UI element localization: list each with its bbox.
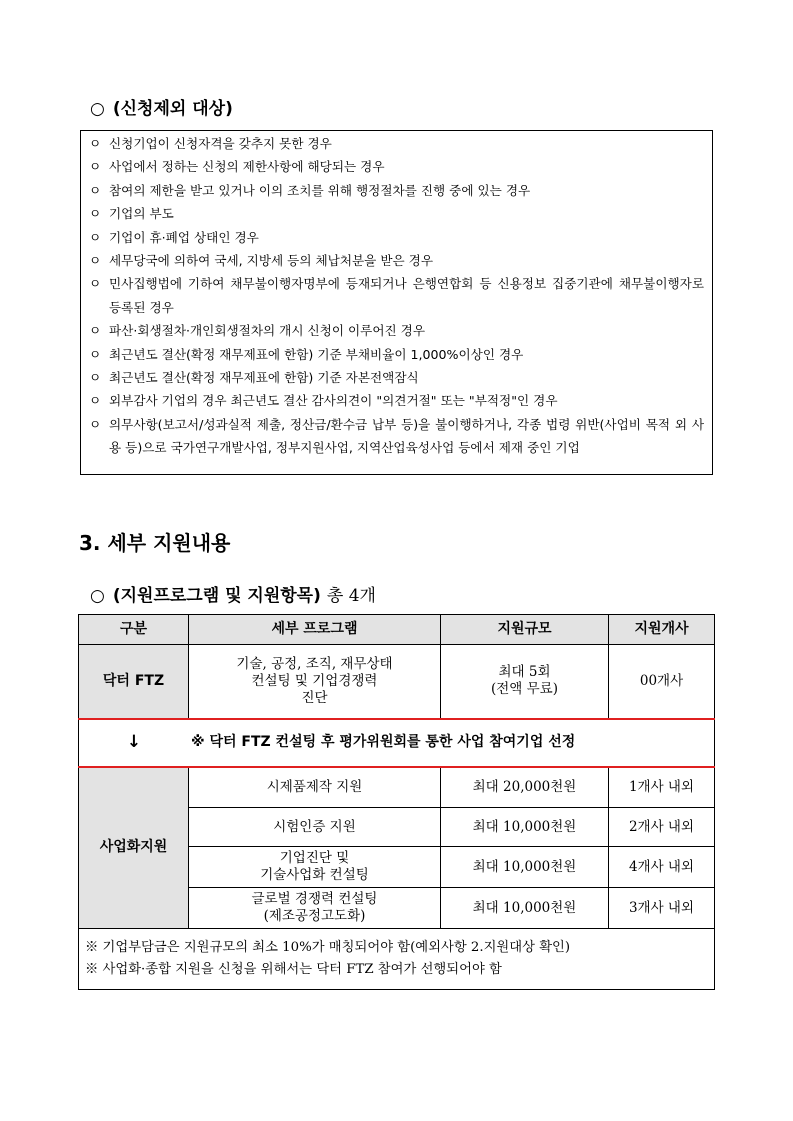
item-bullet: ㅇ (89, 276, 102, 292)
item-bullet: ㅇ (89, 416, 102, 432)
item-bullet: ㅇ (89, 159, 102, 175)
commercial-count-cell: 2개사 내외 (609, 808, 715, 847)
exclusion-item-text: 의무사항(보고서/성과실적 제출, 정산금/환수금 납부 등)을 불이행하거나, 각종 법령 위반(사업비 목적 외 사용 등)으로 국가연구개발사업, 정부지원사업, 지역산업육성사업 등에서 제재 중인 기업 (109, 416, 704, 456)
exclusion-item (89, 249, 704, 272)
notice-text: ※ 닥터 FTZ 컨설팅 후 평가위원회를 통한 사업 참여기업 선정 (191, 734, 576, 750)
commercial-program-cell (189, 847, 441, 888)
exclusion-item-text: 참여의 제한을 받고 있거나 이의 조치를 위해 행정절차를 진행 중에 있는 경우 (109, 182, 531, 198)
item-bullet: ㅇ (89, 323, 102, 339)
program-count: 총 4개 (326, 586, 376, 606)
commercial-count-cell: 4개사 내외 (609, 847, 715, 888)
table-row (79, 767, 715, 808)
exclusion-item-text: 파산·회생절차·개인회생절차의 개시 신청이 이루어진 경우 (109, 323, 425, 339)
commercial-count-cell: 1개사 내외 (609, 767, 715, 808)
notice-cell (79, 719, 715, 767)
exclusion-item-text: 최근년도 결산(확정 재무제표에 한함) 기준 부채비율이 1,000%이상인 경우 (109, 346, 524, 362)
exclusion-heading (90, 94, 233, 119)
doctor-program-cell (189, 645, 441, 719)
program-line: 기술사업화 컨설팅 (260, 867, 369, 883)
exclusion-item-text: 세무당국에 의하여 국세, 지방세 등의 체납처분을 받은 경우 (109, 253, 433, 269)
commercial-scale-cell: 최대 10,000천원 (441, 888, 609, 929)
footnote: ※ 사업화·종합 지원을 신청을 위해서는 닥터 FTZ 참여가 선행되어야 함 (85, 962, 502, 977)
exclusion-item (89, 272, 704, 319)
header-scale: 지원규모 (441, 615, 609, 645)
item-bullet: ㅇ (89, 182, 102, 198)
program-line: 시험인증 지원 (273, 818, 356, 835)
table-header-row (79, 615, 715, 645)
table-row (79, 645, 715, 719)
exclusion-item-text: 기업의 부도 (109, 206, 174, 222)
item-bullet: ㅇ (89, 346, 102, 362)
exclusion-box (80, 130, 713, 475)
footnote-cell (79, 929, 715, 990)
header-count: 지원개사 (609, 615, 715, 645)
program-line: (제조공정고도화) (263, 908, 366, 924)
item-bullet: ㅇ (89, 206, 102, 222)
commercial-scale-cell: 최대 10,000천원 (441, 808, 609, 847)
commercial-program-cell (189, 808, 441, 847)
exclusion-item-text: 신청기업이 신청자격을 갖추지 못한 경우 (109, 136, 332, 151)
heading-bullet: ○ (90, 99, 105, 119)
commercial-program-cell (189, 888, 441, 929)
exclusion-item-text: 최근년도 결산(확정 재무제표에 한함) 기준 자본전액잠식 (109, 370, 419, 386)
heading-bullet: ○ (90, 586, 105, 606)
program-title: (지원프로그램 및 지원항목) (112, 586, 321, 606)
exclusion-item (89, 319, 704, 342)
scale-line: 최대 5회 (498, 664, 551, 681)
doctor-count-cell: 00개사 (609, 645, 715, 719)
commercial-program-cell (189, 767, 441, 808)
exclusion-title: (신청제외 대상) (112, 99, 233, 119)
section-title: 3. 세부 지원내용 (79, 531, 231, 555)
notice-row (79, 719, 715, 767)
exclusion-item (89, 413, 704, 460)
item-bullet: ㅇ (89, 393, 102, 409)
program-line: 컨설팅 및 기업경쟁력 (251, 672, 378, 689)
exclusion-item-text: 외부감사 기업의 경우 최근년도 결산 감사의견이 "의견거절" 또는 "부적정"인 경우 (109, 393, 558, 409)
exclusion-item-text: 민사집행법에 기하여 채무불이행자명부에 등재되거나 은행연합회 등 신용정보 집중기관에 채무불이행자로 등록된 경우 (109, 276, 704, 315)
header-program: 세부 프로그램 (189, 615, 441, 645)
program-line: 기업진단 및 (279, 850, 350, 866)
exclusion-item (89, 202, 704, 225)
item-bullet: ㅇ (89, 253, 102, 269)
exclusion-item (89, 343, 704, 366)
doctor-category-cell: 닥터 FTZ (79, 645, 189, 719)
scale-line: (전액 무료) (491, 681, 558, 698)
support-table (78, 614, 715, 990)
item-bullet: ㅇ (89, 136, 102, 151)
doctor-scale-cell (441, 645, 609, 719)
program-line: 진단 (301, 689, 328, 706)
exclusion-item (89, 179, 704, 202)
header-category: 구분 (79, 615, 189, 645)
program-line: 글로벌 경쟁력 컨설팅 (251, 891, 378, 907)
exclusion-item (89, 132, 704, 155)
program-heading (90, 581, 376, 606)
exclusion-item (89, 389, 704, 412)
exclusion-item-text: 기업이 휴·폐업 상태인 경우 (109, 229, 259, 245)
item-bullet: ㅇ (89, 370, 102, 386)
exclusion-item (89, 366, 704, 389)
commercial-scale-cell: 최대 10,000천원 (441, 847, 609, 888)
commercial-count-cell: 3개사 내외 (609, 888, 715, 929)
commercial-category-cell: 사업화지원 (79, 767, 189, 929)
exclusion-item-text: 사업에서 정하는 신청의 제한사항에 해당되는 경우 (109, 159, 385, 175)
item-bullet: ㅇ (89, 229, 102, 245)
footnote: ※ 기업부담금은 지원규모의 최소 10%가 매칭되어야 함(예외사항 2.지원대상 확인) (85, 940, 571, 955)
commercial-scale-cell: 최대 20,000천원 (441, 767, 609, 808)
program-line: 시제품제작 지원 (266, 778, 363, 795)
down-arrow-icon: ↓ (126, 732, 142, 752)
exclusion-item (89, 226, 704, 249)
exclusion-item (89, 155, 704, 178)
footnote-row (79, 929, 715, 990)
program-line: 기술, 공정, 조직, 재무상태 (236, 655, 393, 672)
